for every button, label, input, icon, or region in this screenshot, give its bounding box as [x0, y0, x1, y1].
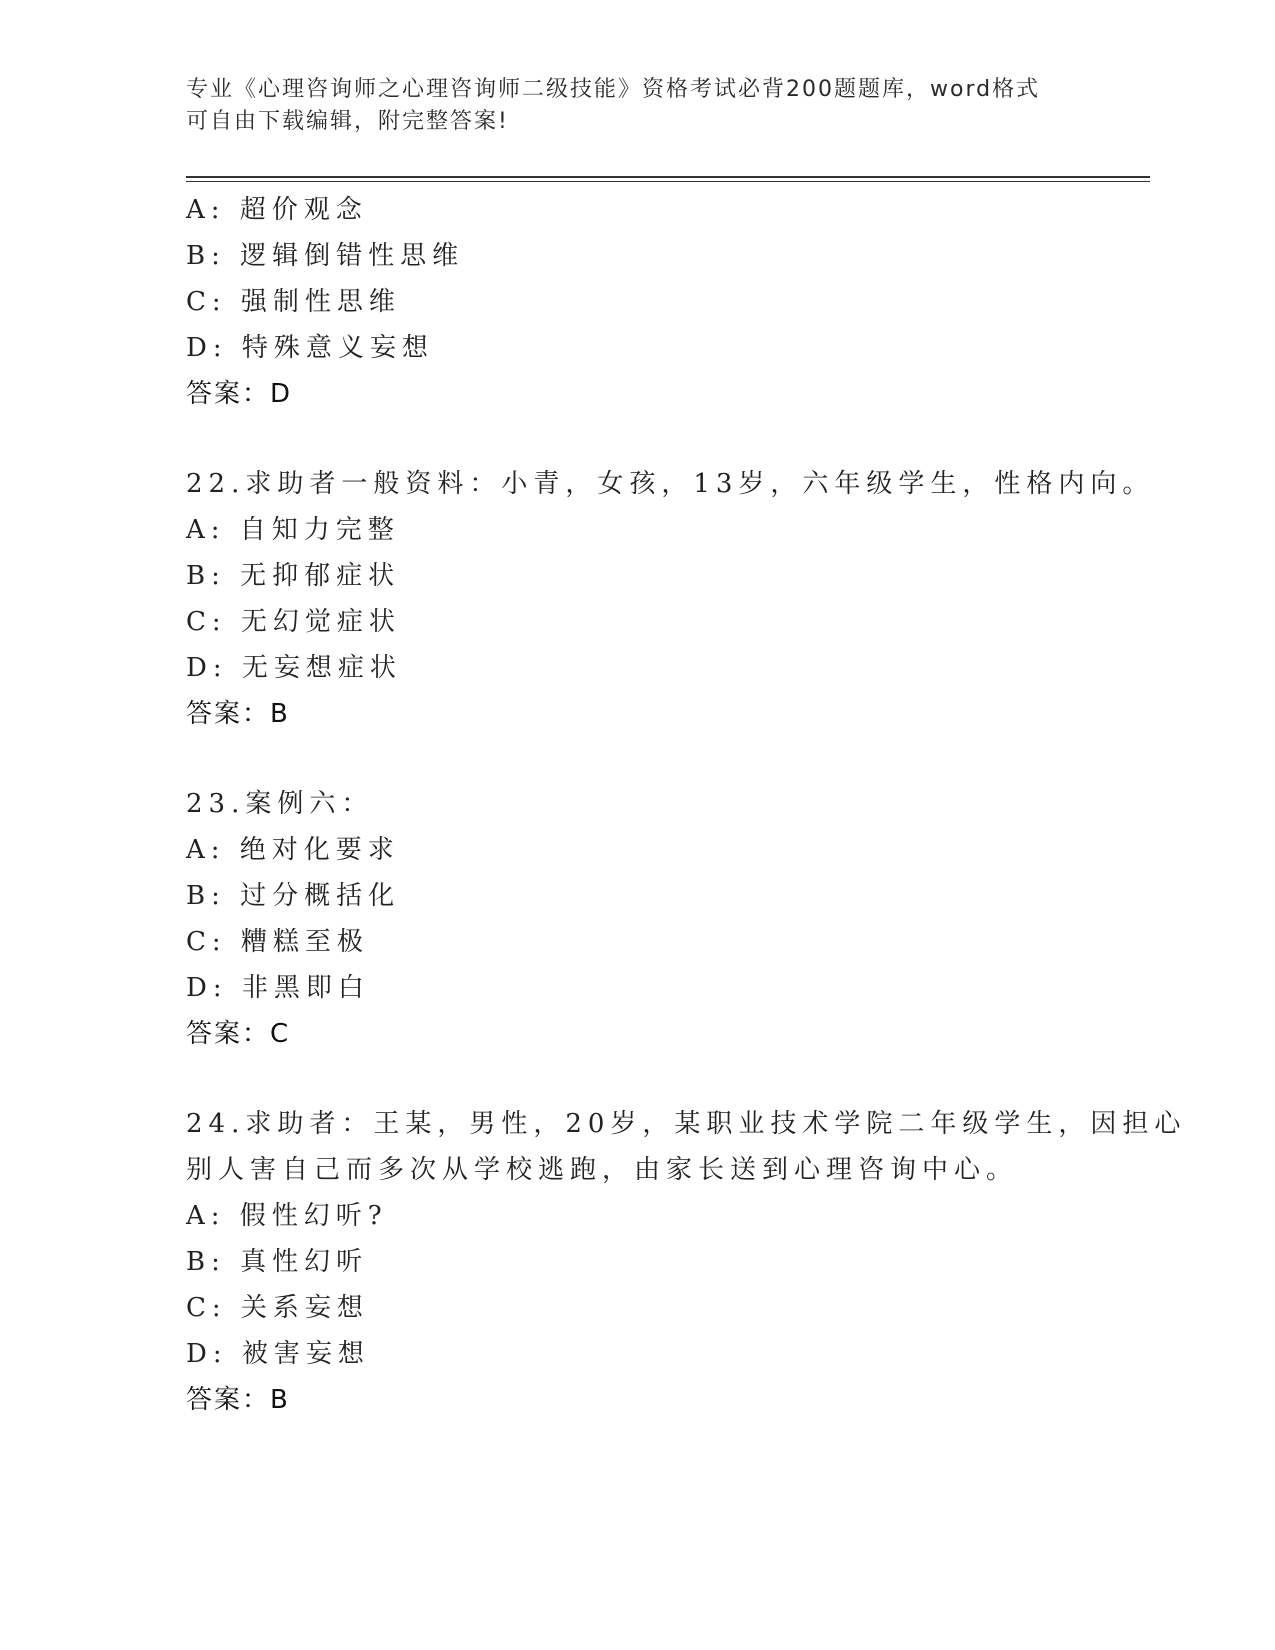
option-b: B: 无抑郁症状	[186, 561, 401, 591]
option-d: D: 无妄想症状	[186, 653, 402, 683]
option-c: C: 关系妄想	[186, 1293, 369, 1323]
question-stem-line-2: 别人害自己而多次从学校逃跑，由家长送到心理咨询中心。	[186, 1155, 1019, 1185]
question-block	[186, 187, 1150, 417]
answer-line: 答案：C	[186, 1019, 291, 1049]
option-b: B: 真性幻听	[186, 1247, 369, 1277]
option-d: D: 非黑即白	[186, 973, 370, 1003]
question-block	[186, 1101, 1187, 1423]
answer-line: 答案：B	[186, 1385, 290, 1415]
option-b: B: 逻辑倒错性思维	[186, 241, 465, 271]
option-d: D: 特殊意义妄想	[186, 333, 434, 363]
option-d: D: 被害妄想	[186, 1339, 370, 1369]
answer-line: 答案：B	[186, 699, 290, 729]
question-stem: 23.案例六：	[186, 789, 374, 819]
spacer	[186, 417, 1150, 461]
header-line-1: 专业《心理咨询师之心理咨询师二级技能》资格考试必背200题题库，word格式	[186, 77, 1041, 102]
answer-line: 答案：D	[186, 379, 293, 409]
question-stem-line-1: 24.求助者：王某，男性，20岁，某职业技术学院二年级学生，因担心	[186, 1109, 1187, 1139]
spacer	[186, 1057, 1150, 1101]
spacer	[186, 737, 1150, 781]
option-a: A: 绝对化要求	[186, 835, 400, 865]
question-stem: 22.求助者一般资料：小青，女孩，13岁，六年级学生，性格内向。	[186, 469, 1155, 499]
header-divider-bottom	[186, 181, 1150, 182]
option-a: A: 假性幻听?	[186, 1201, 388, 1231]
header-divider-top	[186, 176, 1150, 178]
question-block	[186, 461, 1155, 737]
header-line-2: 可自由下载编辑，附完整答案!	[186, 109, 509, 134]
option-c: C: 糟糕至极	[186, 927, 369, 957]
document-header	[186, 74, 1086, 138]
question-list	[186, 187, 1187, 1423]
question-block	[186, 781, 1150, 1057]
option-c: C: 无幻觉症状	[186, 607, 401, 637]
option-c: C: 强制性思维	[186, 287, 401, 317]
option-a: A: 超价观念	[186, 195, 368, 225]
option-b: B: 过分概括化	[186, 881, 401, 911]
option-a: A: 自知力完整	[186, 515, 400, 545]
